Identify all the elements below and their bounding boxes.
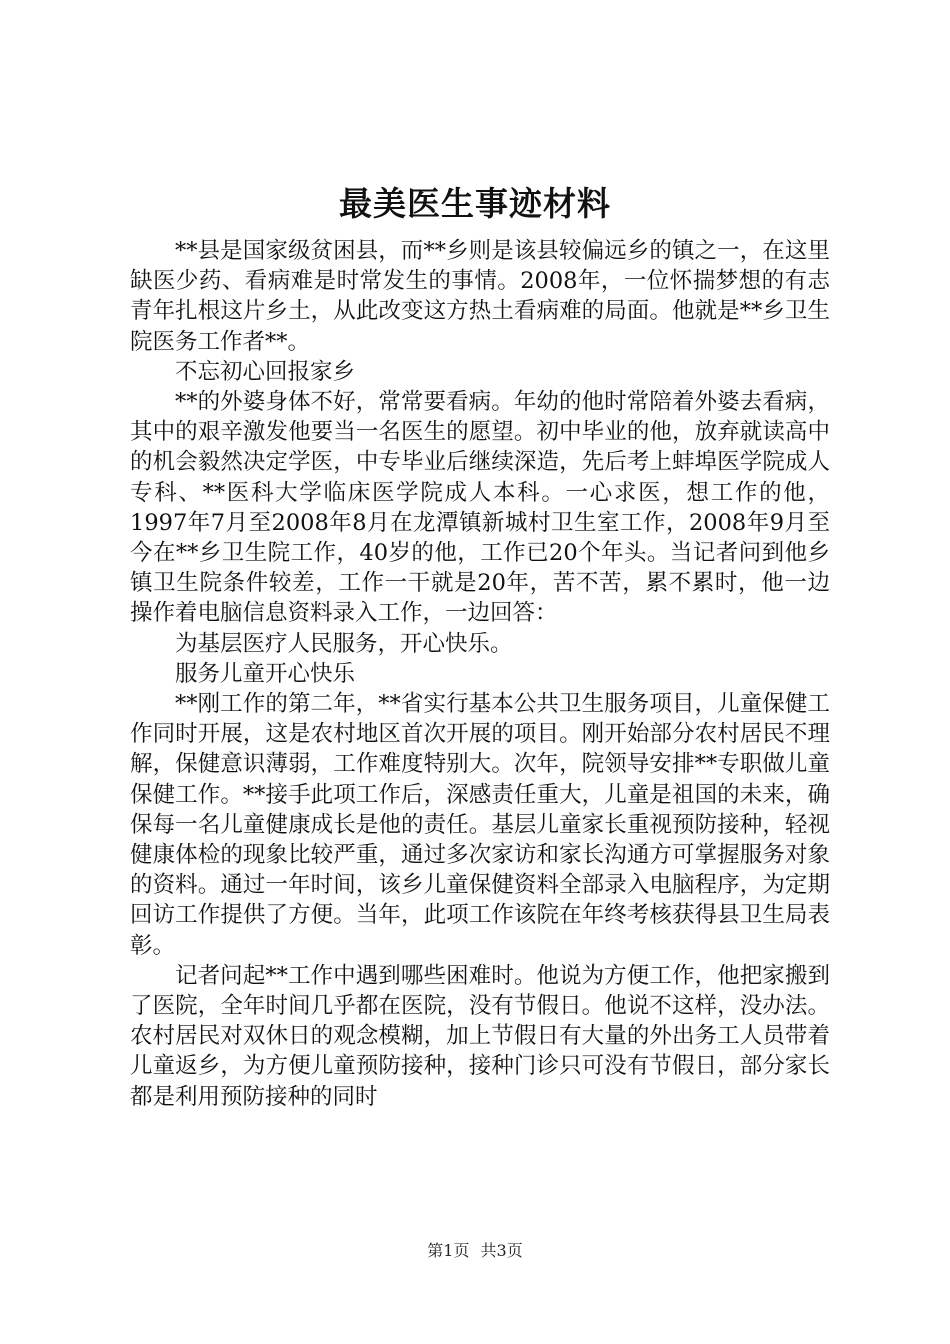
document-title: 最美医生事迹材料 [339,184,611,223]
paragraph-background: **的外婆身体不好，常常要看病。年幼的他时常陪着外婆去看病，其中的艰辛激发他要当一名医生的愿望。初中毕业的他，放弃就读高中的机会毅然决定学医，中专毕业后继续深造，先后考上蚌埠医学院成人专科、**医科大学临床医学院成人本科。一心求医，想工作的他，1997年7月至2008年8月在龙潭镇新城村卫生室工作，2008年9月至今在**乡卫生院工作，40岁的他，工作已20个年头。当记者问到他乡镇卫生院条件较差，工作一干就是20年，苦不苦，累不累时，他一边操作着电脑信息资料录入工作，一边回答： [130,389,830,627]
document-body [130,236,830,1112]
page-number: 第1页 [427,1241,470,1260]
section-heading-origin: 不忘初心回报家乡 [175,358,356,385]
paragraph-child-health: **刚工作的第二年，**省实行基本公共卫生服务项目，儿童保健工作同时开展，这是农村地区首次开展的项目。刚开始部分农村居民不理解，保健意识薄弱，工作难度特别大。次年，院领导安排**专职做儿童保健工作。**接手此项工作后，深感责任重大，儿童是祖国的未来，确保每一名儿童健康成长是他的责任。基层儿童家长重视预防接种，轻视健康体检的现象比较严重，通过多次家访和家长沟通方可掌握服务对象的资料。通过一年时间，该乡儿童保健资料全部录入电脑程序，为定期回访工作提供了方便。当年，此项工作该院在年终考核获得县卫生局表彰。 [130,691,830,959]
page-footer [0,1240,950,1262]
paragraph-intro: **县是国家级贫困县，而**乡则是该县较偏远乡的镇之一，在这里缺医少药、看病难是时常发生的事情。2008年，一位怀揣梦想的有志青年扎根这片乡土，从此改变这方热土看病难的局面。他就是**乡卫生院医务工作者**。 [130,238,830,355]
page-total: 共3页 [480,1241,523,1260]
section-heading-children: 服务儿童开心快乐 [175,660,356,687]
paragraph-quote: 为基层医疗人民服务，开心快乐。 [175,630,513,657]
paragraph-interview: 记者问起**工作中遇到哪些困难时。他说为方便工作，他把家搬到了医院，全年时间几乎都在医院，没有节假日。他说不这样，没办法。农村居民对双休日的观念模糊，加上节假日有大量的外出务工人员带着儿童返乡，为方便儿童预防接种，接种门诊只可没有节假日，部分家长都是利用预防接种的同时 [130,962,830,1110]
